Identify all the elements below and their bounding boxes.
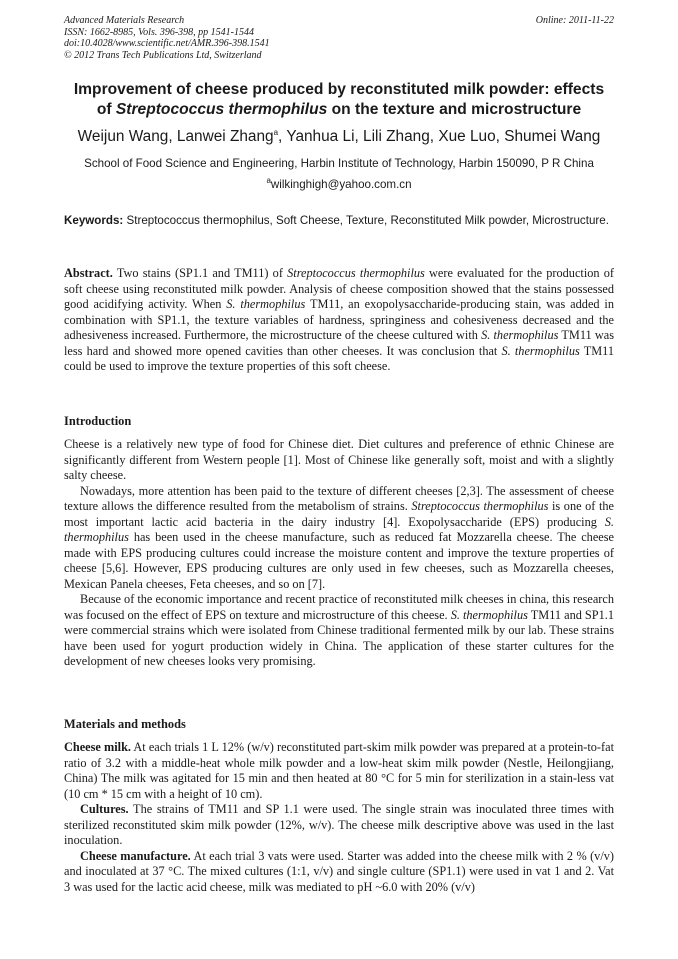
abstract: Abstract. Two stains (SP1.1 and TM11) of Streptococcus thermophilus were evaluated for the production of soft cheese using reconstituted milk powder. Analysis of cheese composition showed that the stains possessed good acidifying activity. When S. thermophilus TM11, an exopolysaccharide-producing stain, was added in combination with SP1.1, the texture variables of hardness, springiness and cohesiveness decreased and the adhesiveness increased. Furthermore, the microstructure of the cheese cultured with S. thermophilus TM11 was less hard and showed more opened cavities than other cheeses. It was conclusion that S. thermophilus TM11 could be used to improve the texture properties of this soft cheese. — [64, 266, 615, 373]
keywords — [64, 213, 614, 229]
methods-heading: Materials and methods — [64, 717, 186, 731]
title-line-2: of Streptococcus thermophilus on the texture and microstructure — [96, 101, 582, 118]
corresponding-email: $^a$wilkinghigh@yahoo.com.cn — [266, 176, 412, 191]
author-list: Weijun Wang, Lanwei Zhang$^a$, Yanhua Li, Lili Zhang, Xue Luo, Shumei Wang — [77, 127, 601, 145]
online-date: Online: 2011-11-22 — [535, 15, 614, 26]
journal-doi: doi:10.4028/www.scientific.net/AMR.396-398.1541 — [64, 38, 270, 50]
journal-copyright: © 2012 Trans Tech Publications Ltd, Switzerland — [64, 49, 262, 61]
email-affiliation-mark: a — [266, 176, 271, 186]
title-line-1: Improvement of cheese produced by reconstituted milk powder: effects — [73, 81, 605, 98]
journal-issn: ISSN: 1662-8985, Vols. 396-398, pp 1541-1544 — [64, 26, 254, 38]
affiliation: School of Food Science and Engineering, Harbin Institute of Technology, Harbin 150090, P R China — [84, 157, 594, 170]
title-species: Streptococcus thermophilus — [115, 101, 328, 118]
methods-cultures: Cultures. The strains of TM11 and SP 1.1 were used. The single strain was inoculated three times with sterilized reconstituted skim milk powder (12%, w/v). The cheese milk descriptive above was used in the last inoculation. — [64, 802, 614, 847]
methods-cheese-manufacture: Cheese manufacture. At each trial 3 vats were used. Starter was added into the cheese milk with 2 % (v/v) and inoculated at 37 °C. The mixed cultures (1:1, v/v) and single culture (SP1.1) were used in vat 1 and 2. Vat 3 was used for the lactic acid cheese, milk was mediated to pH ~6.0 with 20% (v/v) — [64, 848, 614, 894]
introduction-body — [64, 437, 614, 670]
journal-name: Advanced Materials Research — [64, 15, 185, 26]
paper-title — [50, 80, 628, 120]
methods-body — [64, 740, 614, 895]
intro-paragraph-3: Because of the economic importance and recent practice of reconstituted milk cheeses in china, this research was focused on the effect of EPS on texture and microstructure of this cheese. S. thermophilus TM11 and SP1.1 were commercial strains which were isolated from Chinese traditional fermented milk by our lab. These strains have been used for yogurt production widely in China. The application of these starter cultures for the development of new cheeses looks very promising. — [64, 592, 615, 668]
introduction-heading: Introduction — [64, 414, 132, 428]
abstract-label: Abstract. — [64, 266, 113, 280]
methods-cheese-milk: Cheese milk. At each trials 1 L 12% (w/v) reconstituted part-skim milk powder was prepared at a protein-to-fat ratio of 3.2 with a middle-heat whole milk powder and a low-heat skim milk powder (Nestle, Heilongjiang, China) The milk was agitated for 15 min and then heated at 80 °C for 5 min for sterilization in a stain-less vat (10 cm * 15 cm with a height of 10 cm). — [64, 740, 614, 801]
intro-paragraph-1: Cheese is a relatively new type of food for Chinese diet. Diet cultures and preference of ethnic Chinese are significantly different from Western people [1]. Most of Chinese like generally soft, moist and with a slightly salty cheese. — [64, 437, 614, 482]
keywords-text: Streptococcus thermophilus, Soft Cheese, Texture, Reconstituted Milk powder, Microstructure. — [123, 214, 609, 227]
intro-paragraph-2: Nowadays, more attention has been paid to the texture of different cheeses [2,3]. The assessment of cheese texture allows the difference resulted from the metabolism of strains. Streptococcus thermophilus is one of the most important lactic acid bacteria in the dairy industry [4]. Exopolysaccharide (EPS) producing S. thermophilus has been used in the cheese manufacture, such as reduced fat Mozzarella cheese. The cheese made with EPS producing cultures could increase the moisture content and improve the texture properties of cheese [5,6]. However, EPS producing cultures are only used in few cheeses, such as Mozzarella cheeses, Mexican Panela cheeses, Feta cheeses, and so on [7]. — [64, 483, 614, 591]
author-affiliation-mark: a — [273, 127, 279, 137]
keywords-label: Keywords: — [64, 214, 124, 227]
journal-header — [64, 15, 270, 61]
